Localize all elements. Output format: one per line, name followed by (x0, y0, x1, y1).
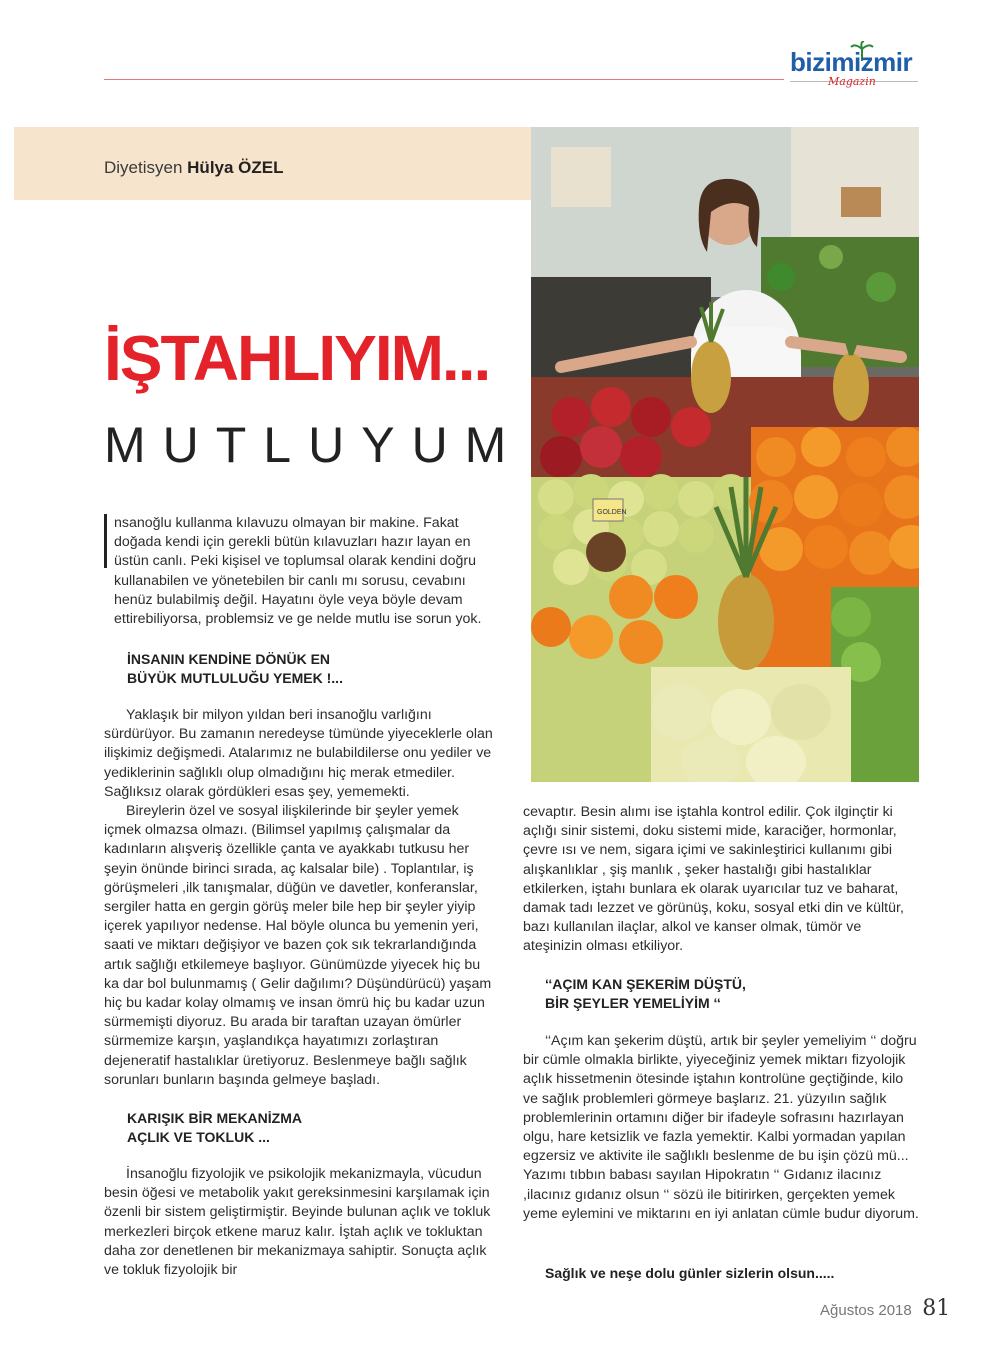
author-credit (104, 158, 284, 178)
logo-text: bizimizmir (790, 47, 913, 77)
author-name: Hülya ÖZEL (187, 158, 284, 177)
fruit-market-illustration (531, 127, 919, 782)
intro-text: nsanoğlu kullanma kılavuzu olmayan bir makine. Fakat doğada kendi için gerekli bütün kılavuzları hazır layan en üstün canlı. Peki kişisel ve toplumsal olarak kendini doğru kullanabilen ve yönetebilen bir canlı mı sorusu, cevabını henüz bulabilmiş değil. Hayatını öyle veya böyle devam ettirebiliyorsa, problemsiz ve ge nelde mutlu ise sorun yok. (114, 515, 482, 628)
page-number: 81 (922, 1296, 951, 1321)
heading-3-line-2: BİR ŞEYLER YEMELİYİM ‘‘ (545, 995, 721, 1011)
section-heading-1 (127, 650, 343, 688)
closing-line: Sağlık ve neşe dolu günler sizlerin olsun..... (545, 1265, 835, 1281)
intro-paragraph (114, 514, 498, 629)
article-title: İŞTAHLIYIM... (104, 322, 490, 394)
section-heading-2 (127, 1109, 302, 1147)
author-role: Diyetisyen (104, 158, 183, 177)
heading-2-line-1: KARIŞIK BİR MEKANİZMA (127, 1110, 302, 1126)
paragraph: ‘‘Açım kan şekerim düştü, artık bir şeyler yemeliyim ‘‘ doğru bir cümle olmakla birlikte, yiyeceğiniz yemek miktarı fizyolojik açlık hissetmenin ötesinde iştahın kontrolüne geçtiğinde, kilo ve sağlık problemleri görmeye başlarız. 21. yüzyılın sağlık problemlerinin ortamını diğer bir ifadeyle sofrasını hazırlayan olgu, hare ketsizlik ve fazla yemektir. Kalbi yormadan yapılan egzersiz ve aktivite ile sağlıklı beslenme de bu işin çözü mü... Yazımı tıbbın babası sayılan Hipokratın ‘‘ Gıdanız ilacınız ,ilacınız gıdanız olsun ‘‘ sözü ile bitirirken, gerçekten yemek yeme eylemini ve miktarını en iyi anlatan cümle budur diyorum. (523, 1033, 919, 1222)
section-1-body (104, 706, 498, 1090)
section-heading-3 (545, 975, 746, 1013)
heading-2-line-2: AÇLIK VE TOKLUK ... (127, 1129, 270, 1145)
issue-date: Ağustos 2018 (820, 1302, 912, 1319)
right-column-body-2 (523, 1032, 919, 1224)
paragraph: İnsanoğlu fizyolojik ve psikolojik mekanizmayla, vücudun besin öğesi ve metabolik yakıt gereksinmesini karşılamak için özenli bir sistem geliştirmiştir. Beyinde bulunan açlık ve tokluk merkezleri birçok etkene maruz kalır. İştah açlık ve tokluktan daha zor denetlenen bir mekanizmaya sahiptir. Sonuçta açlık ve tokluk fizyolojik bir (104, 1166, 491, 1279)
magazine-logo[interactable] (790, 47, 930, 97)
paragraph: Bireylerin özel ve sosyal ilişkilerinde bir şeyler yemek içmek olmazsa olmazı. (Bilimsel yapılmış çalışmalar da kadınların alışveriş özellikle çanta ve ayakkabı tutkusu her şeyin önünde birinci sırada, aç kalsalar bile) . Toplantılar, iş görüşmeleri ,ilk tanışmalar, düğün ve davetler, konferanslar, sergiler hatta en gergin görüş meler bile hep bir şeyler yiyip içerek yapılıyor nedense. Hal böyle olunca bu yemenin yeri, saati ve miktarı değişiyor ve bazen çok sık tekrarlandığında artık sağlığı etkilemeye başlıyor. Günümüzde yiyecek hiç bu ka dar bol bulunmamış ( Gelir dağılımı? Düşündürücü) yaşam hiç bu kadar kolay olmamış ve insan ömrü hiç bu kadar uzun sürmemişti diyoruz. Bu arada bir taraftan uzayan ömürler sürmemize karşın, yaşlandıkça hayatımızı zorlaştıran dejeneratif hastalıklar üretiyoruz. Beslenmeye bağlı sağlık sorunları bunların başında gelmeye başladı. (104, 803, 492, 1088)
paragraph: cevaptır. Besin alımı ise iştahla kontrol edilir. Çok ilginçtir ki açlığı sinir sistemi, doku sistemi mide, karaciğer, hormonlar, çevre ısı ve nem, sigara içimi ve sakinleştirici kullanımı gibi alışkanlıklar , şiş manlık , şeker hastalığı gibi hastalıklar etkilerken, iştahı bunlara ek olarak uyarıcılar tuz ve baharat, damak tadı lezzet ve görünüş, koku, sosyal etki din ve kültür, bazı kullanılan ilaçlar, alkol ve kanser olmak, tümör ve ateşinizin olması etkiliyor. (523, 804, 904, 955)
page-footer (820, 1296, 950, 1321)
drop-cap-letter (0, 0, 1, 1)
header-rule (104, 79, 784, 80)
article-subtitle: MUTLUYUM (104, 417, 524, 473)
heading-1-line-1: İNSANIN KENDİNE DÖNÜK EN (127, 651, 331, 667)
paragraph: Yaklaşık bir milyon yıldan beri insanoğlu varlığını sürdürüyor. Bu zamanın neredeyse tümünde yiyeceklerle olan ilişkimiz değişmedi. Atalarımız ne bulabildilerse onu yediler ve yediklerinin sağlıklı olup olmadığını hiç merak etmediler. Sağlıksız olarak gördükleri esas şey, yememekti. (104, 707, 493, 800)
photo-sign-label: GOLDEN (597, 509, 627, 516)
heading-1-line-2: BÜYÜK MUTLULUĞU YEMEK !... (127, 670, 343, 686)
heading-3-line-1: ‘‘AÇIM KAN ŞEKERİM DÜŞTÜ, (545, 976, 746, 992)
drop-cap-initial (104, 514, 107, 568)
logo-subtext: Magazin (828, 75, 876, 88)
right-column-body-1 (523, 803, 919, 957)
article-photo (531, 127, 919, 782)
section-2-body (104, 1165, 498, 1280)
